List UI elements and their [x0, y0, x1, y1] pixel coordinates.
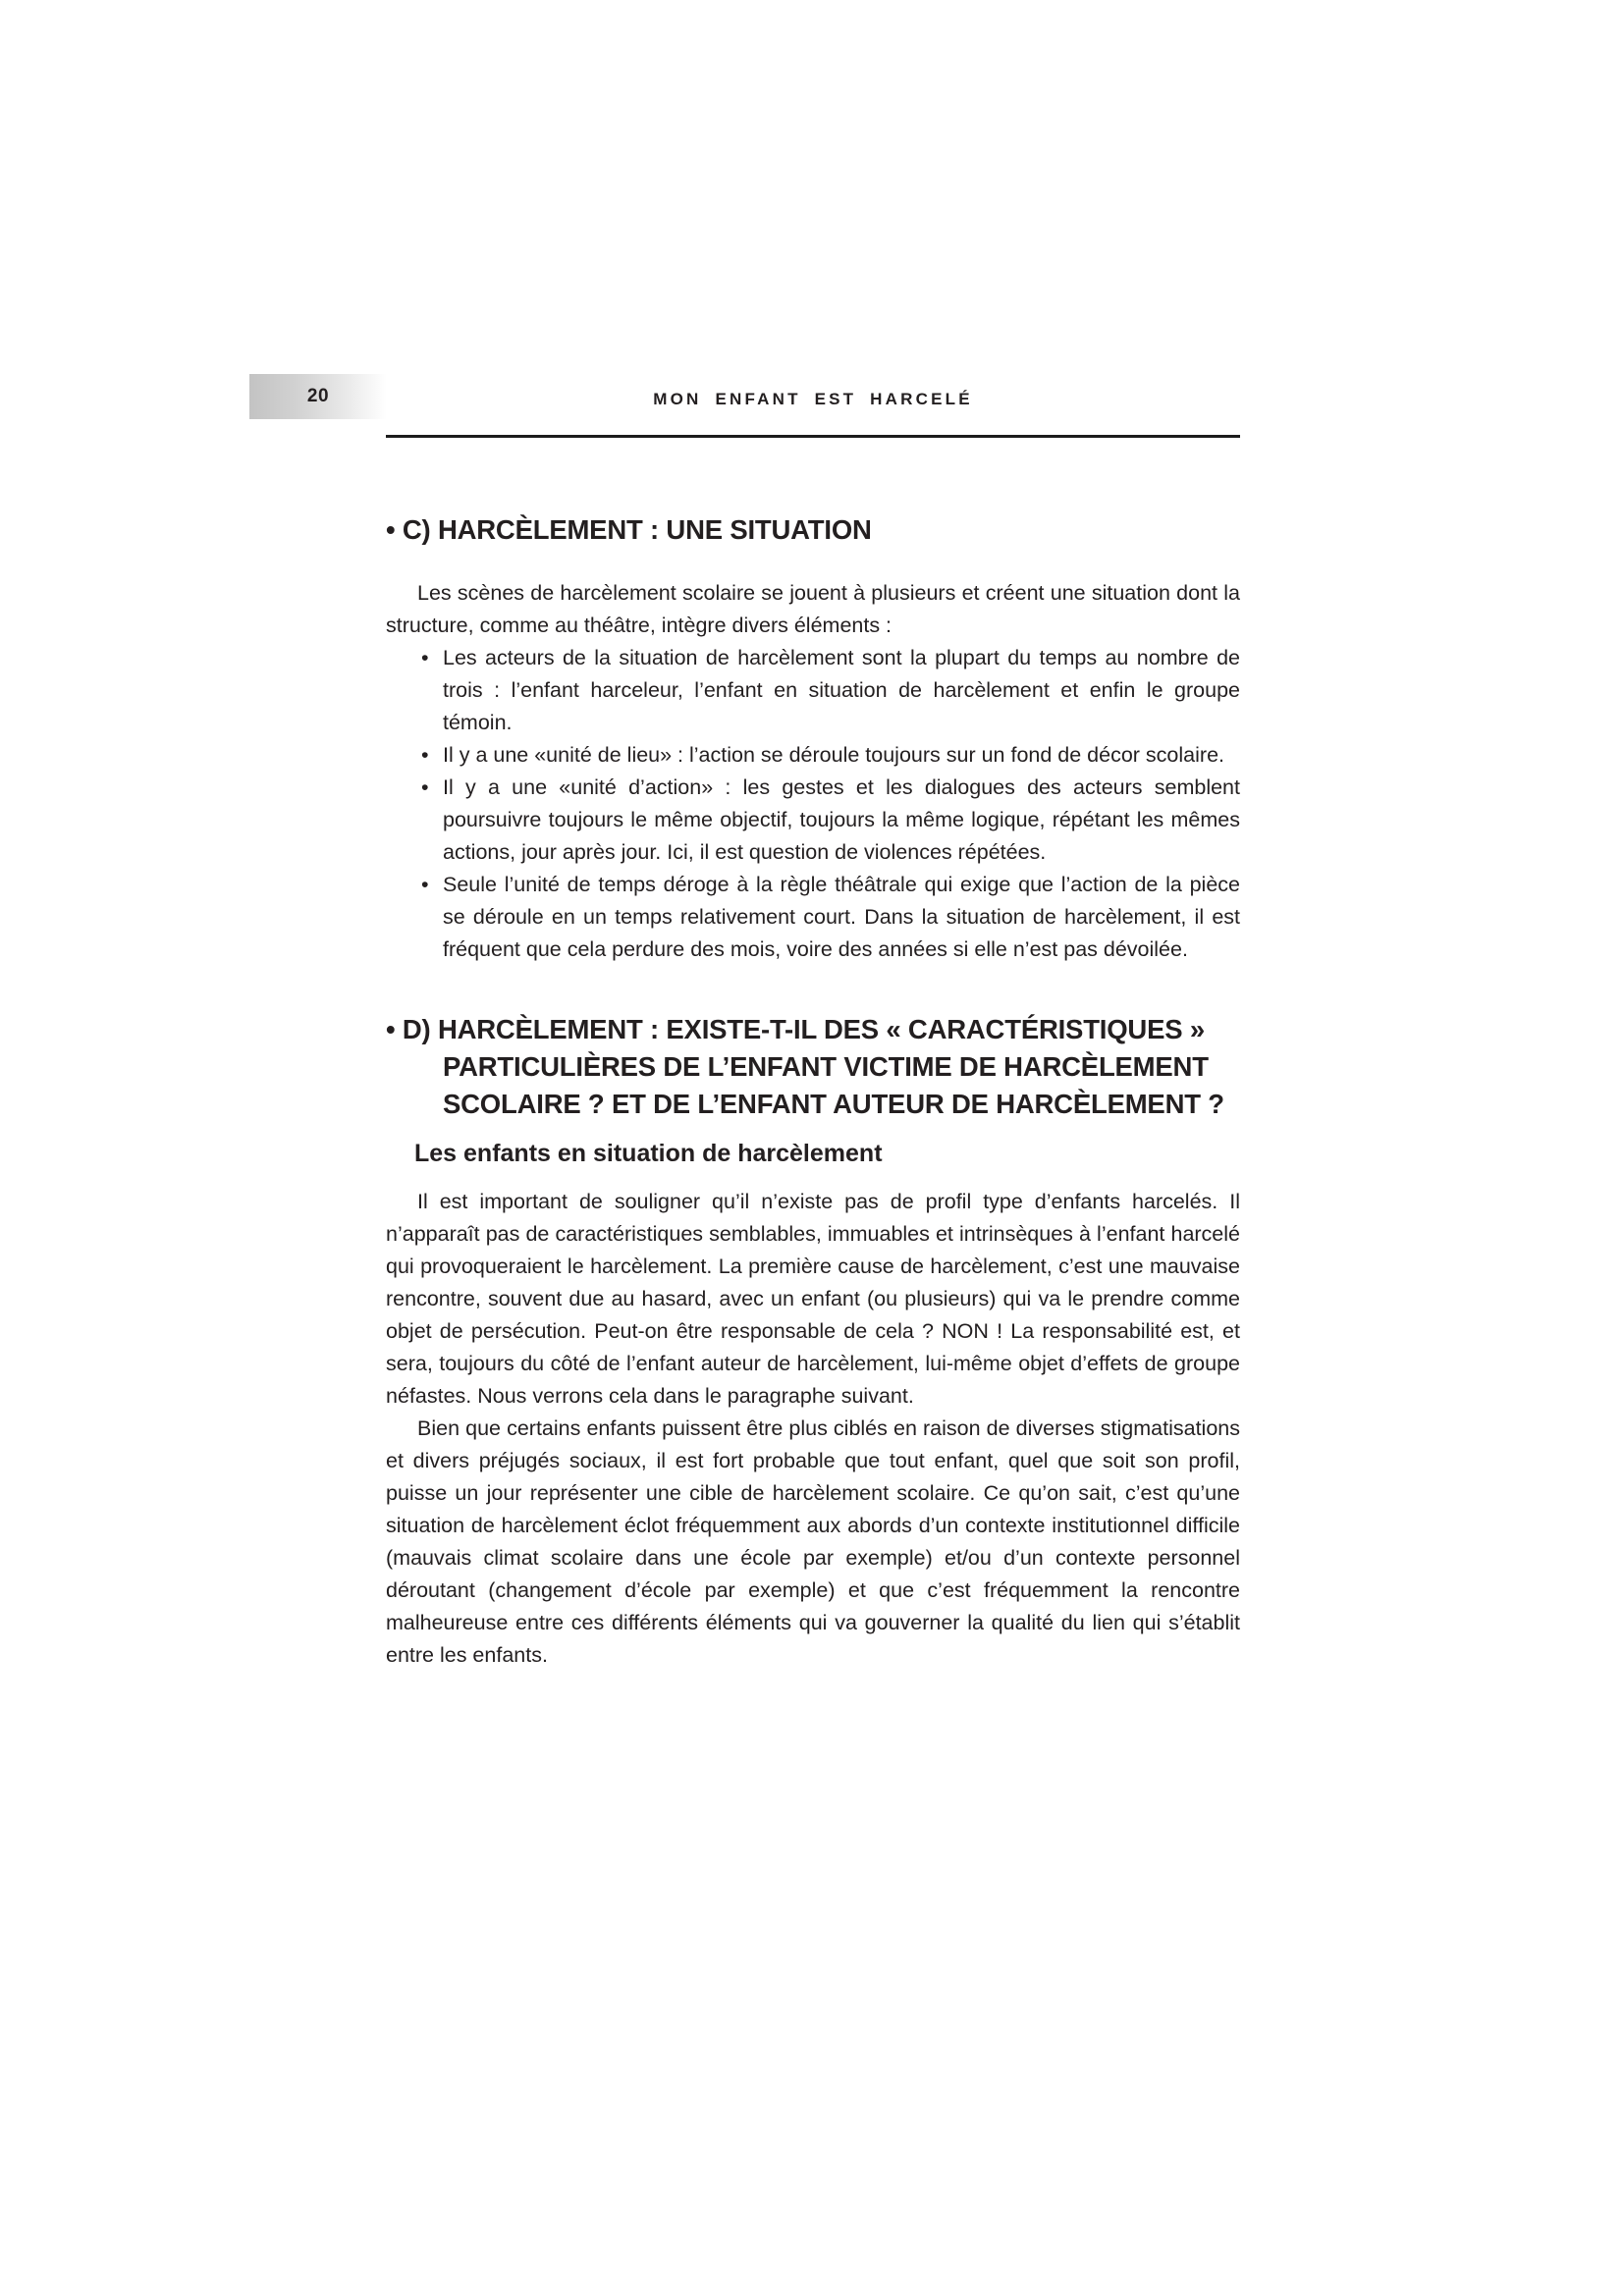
- text-column: [386, 512, 1240, 1672]
- running-header: MON ENFANT EST HARCELÉ: [653, 390, 973, 408]
- list-item: [386, 869, 1240, 966]
- list-item-text: Seule l’unité de temps déroge à la règle théâtrale qui exige que l’action de la pièce se déroule en un temps relativement court. Dans la situation de harcèlement, il est fréquent que cela perdure des mois, voire des années si elle n’est pas dévoilée.: [443, 873, 1240, 961]
- page-number-badge: [249, 374, 387, 419]
- section-d-heading: [386, 1011, 1240, 1123]
- page-number: 20: [306, 386, 330, 406]
- list-item-text: Il y a une «unité d’action» : les gestes et les dialogues des acteurs semblent poursuivre toujours le même objectif, toujours la même logique, répétant les mêmes actions, jour après jour. Ici, il est question de violences répétées.: [443, 775, 1240, 864]
- list-item-text: Les acteurs de la situation de harcèlement sont la plupart du temps au nombre de trois : l’enfant harceleur, l’enfant en situation de harcèlement et enfin le groupe témoin.: [443, 646, 1240, 734]
- bullet-icon: •: [421, 743, 429, 767]
- section-d-heading-text: D) HARCÈLEMENT : EXISTE-T-IL DES « CARACTÉRISTIQUES » PARTICULIÈRES DE L’ENFANT VICTIME DE HARCÈLEMENT SCOLAIRE ? ET DE L’ENFANT AUTEUR DE HARCÈLEMENT ?: [402, 1014, 1224, 1119]
- section-d-paragraph: Bien que certains enfants puissent être plus ciblés en raison de diverses stigmatisations et divers préjugés sociaux, il est fort probable que tout enfant, quel que soit son profil, puisse un jour représenter une cible de harcèlement scolaire. Ce qu’on sait, c’est qu’une situation de harcèlement éclot fréquemment aux abords d’un contexte institutionnel difficile (mauvais climat scolaire dans une école par exemple) et/ou d’un contexte personnel déroutant (changement d’école par exemple) et que c’est fréquemment la rencontre malheureuse entre ces différents éléments qui va gouverner la qualité du lien qui s’établit entre les enfants.: [386, 1416, 1240, 1667]
- section-d-subheading: Les enfants en situation de harcèlement: [414, 1140, 883, 1167]
- list-item-text: Il y a une «unité de lieu» : l’action se déroule toujours sur un fond de décor scolaire.: [443, 743, 1224, 767]
- bullet-icon: •: [421, 646, 429, 669]
- heading-bullet-icon: •: [386, 514, 396, 545]
- header-rule: [386, 435, 1240, 438]
- list-item: [386, 739, 1240, 772]
- section-c-intro-paragraph: Les scènes de harcèlement scolaire se jouent à plusieurs et créent une situation dont la structure, comme au théâtre, intègre divers éléments :: [386, 581, 1240, 637]
- bullet-icon: •: [421, 775, 429, 799]
- section-c-heading-text: C) HARCÈLEMENT : UNE SITUATION: [402, 514, 872, 545]
- list-item: [386, 772, 1240, 869]
- bullet-icon: •: [421, 873, 429, 896]
- section-c-heading: [386, 512, 1240, 548]
- heading-bullet-icon: •: [386, 1014, 396, 1044]
- list-item: [386, 642, 1240, 739]
- section-c-bullet-list: [386, 642, 1240, 966]
- section-d-paragraph: Il est important de souligner qu’il n’existe pas de profil type d’enfants harcelés. Il n’apparaît pas de caractéristiques semblables, immuables et intrinsèques à l’enfant harcelé qui provoqueraient le harcèlement. La première cause de harcèlement, c’est une mauvaise rencontre, souvent due au hasard, avec un enfant (ou plusieurs) qui va le prendre comme objet de persécution. Peut-on être responsable de cela ? NON ! La responsabilité est, et sera, toujours du côté de l’enfant auteur de harcèlement, lui-même objet d’effets de groupe néfastes. Nous verrons cela dans le paragraphe suivant.: [386, 1190, 1240, 1408]
